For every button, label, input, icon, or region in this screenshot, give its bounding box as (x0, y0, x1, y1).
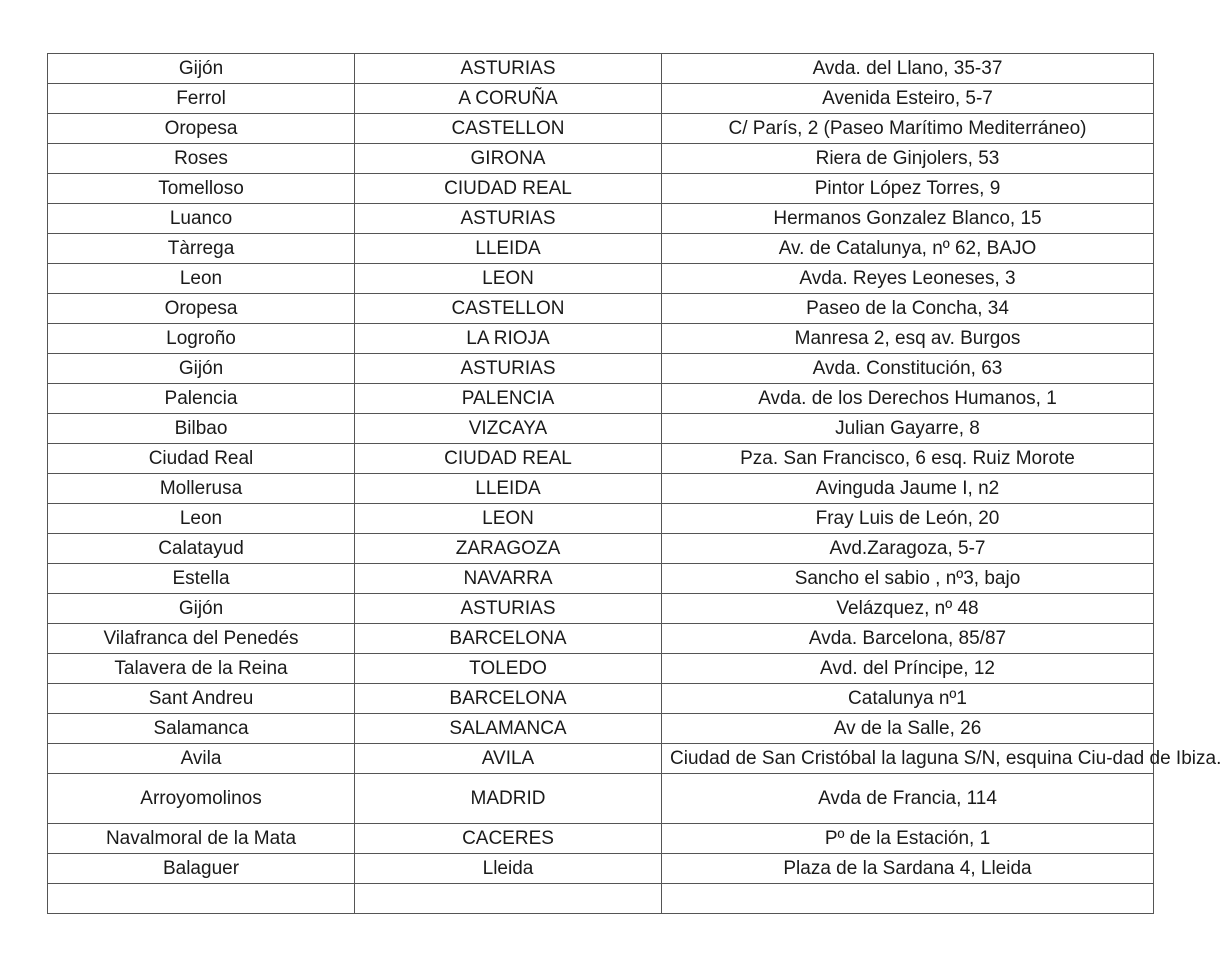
address-cell: Riera de Ginjolers, 53 (662, 144, 1154, 174)
table-row (48, 414, 1154, 444)
province-cell: PALENCIA (355, 384, 662, 414)
table-row (48, 324, 1154, 354)
address-cell: Ciudad de San Cristóbal la laguna S/N, esquina Ciu-dad de Ibiza. (662, 744, 1154, 774)
city-cell: Gijón (48, 54, 355, 84)
address-cell: Pza. San Francisco, 6 esq. Ruiz Morote (662, 444, 1154, 474)
address-cell: Avd. del Príncipe, 12 (662, 654, 1154, 684)
address-cell: Av. de Catalunya, nº 62, BAJO (662, 234, 1154, 264)
city-cell: Sant Andreu (48, 684, 355, 714)
address-cell: Paseo de la Concha, 34 (662, 294, 1154, 324)
table-row (48, 884, 1154, 914)
table-row (48, 654, 1154, 684)
province-cell (355, 884, 662, 914)
address-cell: Avda. Constitución, 63 (662, 354, 1154, 384)
table-row (48, 354, 1154, 384)
table-row (48, 144, 1154, 174)
province-cell: SALAMANCA (355, 714, 662, 744)
province-cell: CIUDAD REAL (355, 174, 662, 204)
table-row (48, 684, 1154, 714)
address-cell: Avd.Zaragoza, 5-7 (662, 534, 1154, 564)
province-cell: CASTELLON (355, 114, 662, 144)
address-cell: Avda. del Llano, 35-37 (662, 54, 1154, 84)
address-cell (662, 884, 1154, 914)
table-row (48, 824, 1154, 854)
address-cell: Sancho el sabio , nº3, bajo (662, 564, 1154, 594)
address-cell: Plaza de la Sardana 4, Lleida (662, 854, 1154, 884)
table-row (48, 84, 1154, 114)
city-cell: Vilafranca del Penedés (48, 624, 355, 654)
province-cell: AVILA (355, 744, 662, 774)
locations-table-body (48, 54, 1221, 914)
city-cell: Logroño (48, 324, 355, 354)
city-cell: Bilbao (48, 414, 355, 444)
province-cell: ASTURIAS (355, 204, 662, 234)
city-cell: Oropesa (48, 114, 355, 144)
province-cell: CASTELLON (355, 294, 662, 324)
province-cell: LLEIDA (355, 234, 662, 264)
table-row (48, 504, 1154, 534)
address-cell: Pintor López Torres, 9 (662, 174, 1154, 204)
table-row (48, 564, 1154, 594)
table-row (48, 774, 1154, 824)
province-cell: GIRONA (355, 144, 662, 174)
province-cell: VIZCAYA (355, 414, 662, 444)
address-cell: Pº de la Estación, 1 (662, 824, 1154, 854)
address-cell: Avda. Reyes Leoneses, 3 (662, 264, 1154, 294)
province-cell: BARCELONA (355, 624, 662, 654)
table-row (48, 594, 1154, 624)
table-row (48, 744, 1154, 774)
city-cell: Luanco (48, 204, 355, 234)
province-cell: BARCELONA (355, 684, 662, 714)
table-row (48, 234, 1154, 264)
city-cell: Navalmoral de la Mata (48, 824, 355, 854)
province-cell: A CORUÑA (355, 84, 662, 114)
address-cell: C/ París, 2 (Paseo Marítimo Mediterráneo) (662, 114, 1154, 144)
province-cell: ZARAGOZA (355, 534, 662, 564)
province-cell: Lleida (355, 854, 662, 884)
province-cell: CIUDAD REAL (355, 444, 662, 474)
province-cell: NAVARRA (355, 564, 662, 594)
table-row (48, 54, 1154, 84)
city-cell: Mollerusa (48, 474, 355, 504)
address-cell: Avinguda Jaume I, n2 (662, 474, 1154, 504)
address-cell: Manresa 2, esq av. Burgos (662, 324, 1154, 354)
city-cell (48, 884, 355, 914)
city-cell: Arroyomolinos (48, 774, 355, 824)
city-cell: Gijón (48, 354, 355, 384)
province-cell: ASTURIAS (355, 354, 662, 384)
address-cell: Avda. Barcelona, 85/87 (662, 624, 1154, 654)
locations-table-container (47, 53, 1221, 914)
table-row (48, 174, 1154, 204)
city-cell: Estella (48, 564, 355, 594)
province-cell: LA RIOJA (355, 324, 662, 354)
address-cell: Fray Luis de León, 20 (662, 504, 1154, 534)
table-row (48, 714, 1154, 744)
province-cell: TOLEDO (355, 654, 662, 684)
table-row (48, 474, 1154, 504)
city-cell: Balaguer (48, 854, 355, 884)
city-cell: Oropesa (48, 294, 355, 324)
city-cell: Avila (48, 744, 355, 774)
table-row (48, 444, 1154, 474)
city-cell: Salamanca (48, 714, 355, 744)
table-row (48, 114, 1154, 144)
locations-table (47, 53, 1221, 914)
city-cell: Palencia (48, 384, 355, 414)
address-cell: Velázquez, nº 48 (662, 594, 1154, 624)
province-cell: LEON (355, 264, 662, 294)
address-cell: Catalunya nº1 (662, 684, 1154, 714)
city-cell: Tomelloso (48, 174, 355, 204)
table-row (48, 204, 1154, 234)
city-cell: Ferrol (48, 84, 355, 114)
province-cell: ASTURIAS (355, 594, 662, 624)
address-cell: Julian Gayarre, 8 (662, 414, 1154, 444)
city-cell: Leon (48, 504, 355, 534)
address-cell: Av de la Salle, 26 (662, 714, 1154, 744)
province-cell: LLEIDA (355, 474, 662, 504)
address-cell: Avenida Esteiro, 5-7 (662, 84, 1154, 114)
table-row (48, 384, 1154, 414)
table-row (48, 294, 1154, 324)
table-row (48, 854, 1154, 884)
province-cell: CACERES (355, 824, 662, 854)
province-cell: ASTURIAS (355, 54, 662, 84)
city-cell: Ciudad Real (48, 444, 355, 474)
city-cell: Gijón (48, 594, 355, 624)
city-cell: Leon (48, 264, 355, 294)
table-row (48, 264, 1154, 294)
table-row (48, 534, 1154, 564)
city-cell: Tàrrega (48, 234, 355, 264)
city-cell: Roses (48, 144, 355, 174)
address-cell: Avda de Francia, 114 (662, 774, 1154, 824)
city-cell: Talavera de la Reina (48, 654, 355, 684)
province-cell: LEON (355, 504, 662, 534)
province-cell: MADRID (355, 774, 662, 824)
table-row (48, 624, 1154, 654)
address-cell: Hermanos Gonzalez Blanco, 15 (662, 204, 1154, 234)
city-cell: Calatayud (48, 534, 355, 564)
address-cell: Avda. de los Derechos Humanos, 1 (662, 384, 1154, 414)
